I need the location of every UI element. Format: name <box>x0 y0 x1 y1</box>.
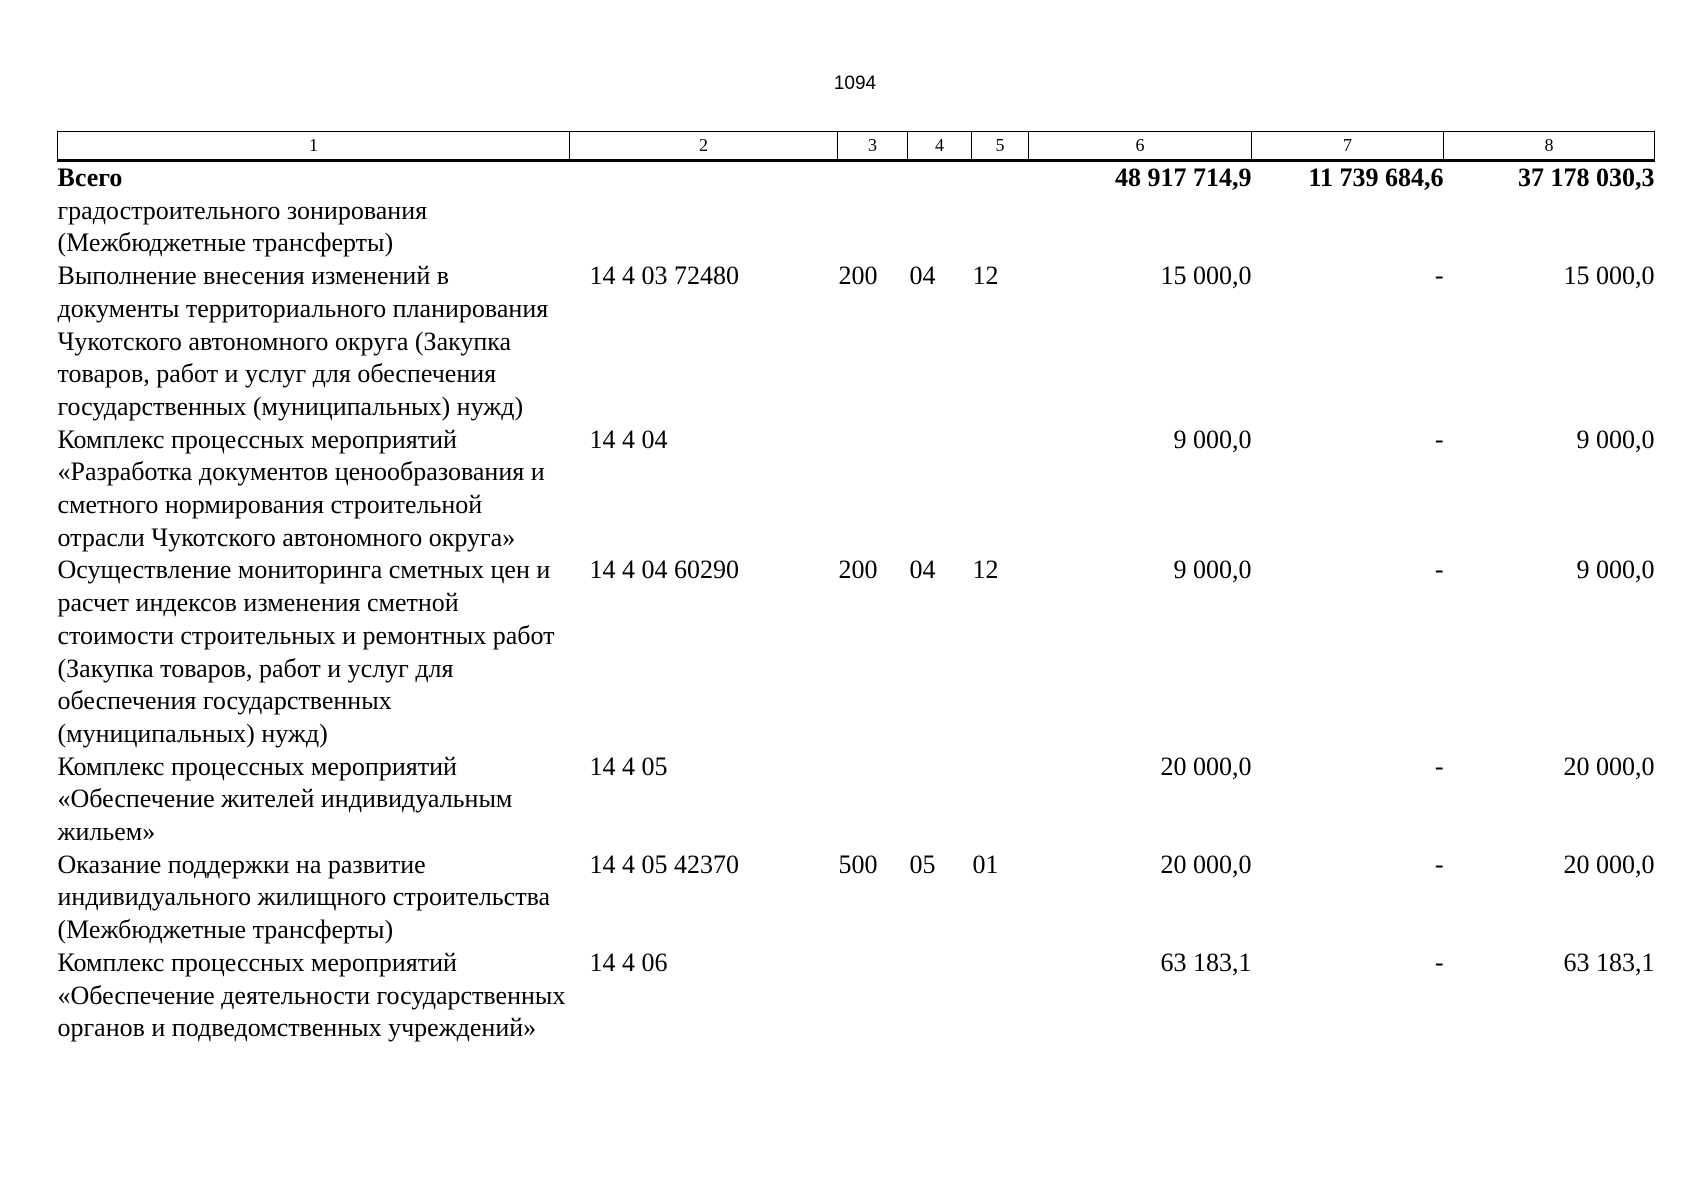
table-header <box>58 132 1655 161</box>
row-vr <box>838 424 908 555</box>
row-col7 <box>1252 195 1444 260</box>
row-vr <box>838 751 908 849</box>
total-col7: 11 739 684,6 <box>1308 163 1444 192</box>
column-number: 3 <box>838 132 908 161</box>
row-pr: 12 <box>972 555 999 585</box>
row-col8: 9 000,0 <box>1576 424 1655 454</box>
row-code: 14 4 03 72480 <box>589 261 739 291</box>
row-pr <box>972 947 1029 1045</box>
row-code: 14 4 04 <box>589 424 668 454</box>
row-rz: 05 <box>909 849 936 879</box>
table-row <box>58 424 1655 555</box>
row-rz <box>908 947 972 1045</box>
table-row <box>58 751 1655 849</box>
table-row <box>58 554 1655 750</box>
row-col7: - <box>1434 261 1444 291</box>
row-col6: 9 000,0 <box>1173 555 1252 585</box>
page-number: 1094 <box>833 73 877 94</box>
row-col6: 15 000,0 <box>1160 261 1252 291</box>
row-rz <box>908 424 972 555</box>
row-name: Оказание поддержки на развитие индивидуального жилищного строительства (Межбюджетные трансферты) <box>57 849 551 945</box>
row-col6: 20 000,0 <box>1160 849 1252 879</box>
row-pr <box>972 751 1029 849</box>
row-rz <box>908 751 972 849</box>
row-code: 14 4 04 60290 <box>589 555 739 585</box>
row-col7: - <box>1434 555 1444 585</box>
row-col8 <box>1444 195 1655 260</box>
column-number: 7 <box>1252 132 1444 161</box>
row-col8: 20 000,0 <box>1563 751 1655 781</box>
row-code: 14 4 05 <box>589 751 668 781</box>
row-col8: 9 000,0 <box>1576 555 1655 585</box>
row-col7: - <box>1434 849 1444 879</box>
column-number: 6 <box>1029 132 1252 161</box>
row-pr <box>972 195 1029 260</box>
row-code: 14 4 06 <box>589 947 668 977</box>
column-number: 2 <box>570 132 838 161</box>
table-row <box>58 947 1655 1045</box>
row-name: Осуществление мониторинга сметных цен и расчет индексов изменения сметной стоимости строительных и ремонтных работ (Закупка товаров, работ и услуг для обеспечения государственных (муниципальных) нужд) <box>57 555 555 748</box>
row-col7: - <box>1434 424 1444 454</box>
total-label: Всего <box>57 163 123 192</box>
row-name: Комплекс процессных мероприятий «Обеспечение деятельности государственных органов и подведомственных учреждений» <box>57 947 566 1043</box>
row-col8: 20 000,0 <box>1563 849 1655 879</box>
row-col6 <box>1029 195 1252 260</box>
table-row <box>58 260 1655 424</box>
column-number: 5 <box>972 132 1029 161</box>
row-vr <box>838 947 908 1045</box>
table-body <box>58 161 1655 1045</box>
table-row <box>58 195 1655 260</box>
row-rz <box>908 195 972 260</box>
row-vr <box>838 195 908 260</box>
row-pr: 01 <box>972 849 999 879</box>
row-rz: 04 <box>909 555 936 585</box>
row-col6: 9 000,0 <box>1173 424 1252 454</box>
total-col8: 37 178 030,3 <box>1518 163 1655 192</box>
row-vr: 200 <box>838 555 878 585</box>
row-col8: 63 183,1 <box>1563 947 1655 977</box>
row-col7: - <box>1434 751 1444 781</box>
budget-table <box>57 131 1655 1045</box>
column-number-row <box>58 132 1655 161</box>
row-col6: 63 183,1 <box>1160 947 1252 977</box>
table-row <box>58 849 1655 947</box>
row-pr <box>972 424 1029 555</box>
row-name: градостроительного зонирования (Межбюджетные трансферты) <box>57 195 428 258</box>
row-name: Комплекс процессных мероприятий «Обеспечение жителей индивидуальным жильем» <box>57 751 513 847</box>
row-pr: 12 <box>972 261 999 291</box>
column-number: 1 <box>58 132 570 161</box>
column-number: 8 <box>1444 132 1655 161</box>
column-number: 4 <box>908 132 972 161</box>
row-col8: 15 000,0 <box>1563 261 1655 291</box>
row-vr: 500 <box>838 849 878 879</box>
total-col6: 48 917 714,9 <box>1115 163 1252 192</box>
row-name: Комплекс процессных мероприятий «Разработка документов ценообразования и сметного нормирования строительной отрасли Чукотского автономного округа» <box>57 424 545 552</box>
row-vr: 200 <box>838 261 878 291</box>
row-code: 14 4 05 42370 <box>589 849 739 879</box>
row-col6: 20 000,0 <box>1160 751 1252 781</box>
row-rz: 04 <box>909 261 936 291</box>
row-code <box>570 195 838 260</box>
total-row <box>58 161 1655 195</box>
row-name: Выполнение внесения изменений в документы территориального планирования Чукотского автономного округа (Закупка товаров, работ и услуг для обеспечения государственных (муниципальных) нужд) <box>57 261 549 421</box>
row-col7: - <box>1434 947 1444 977</box>
